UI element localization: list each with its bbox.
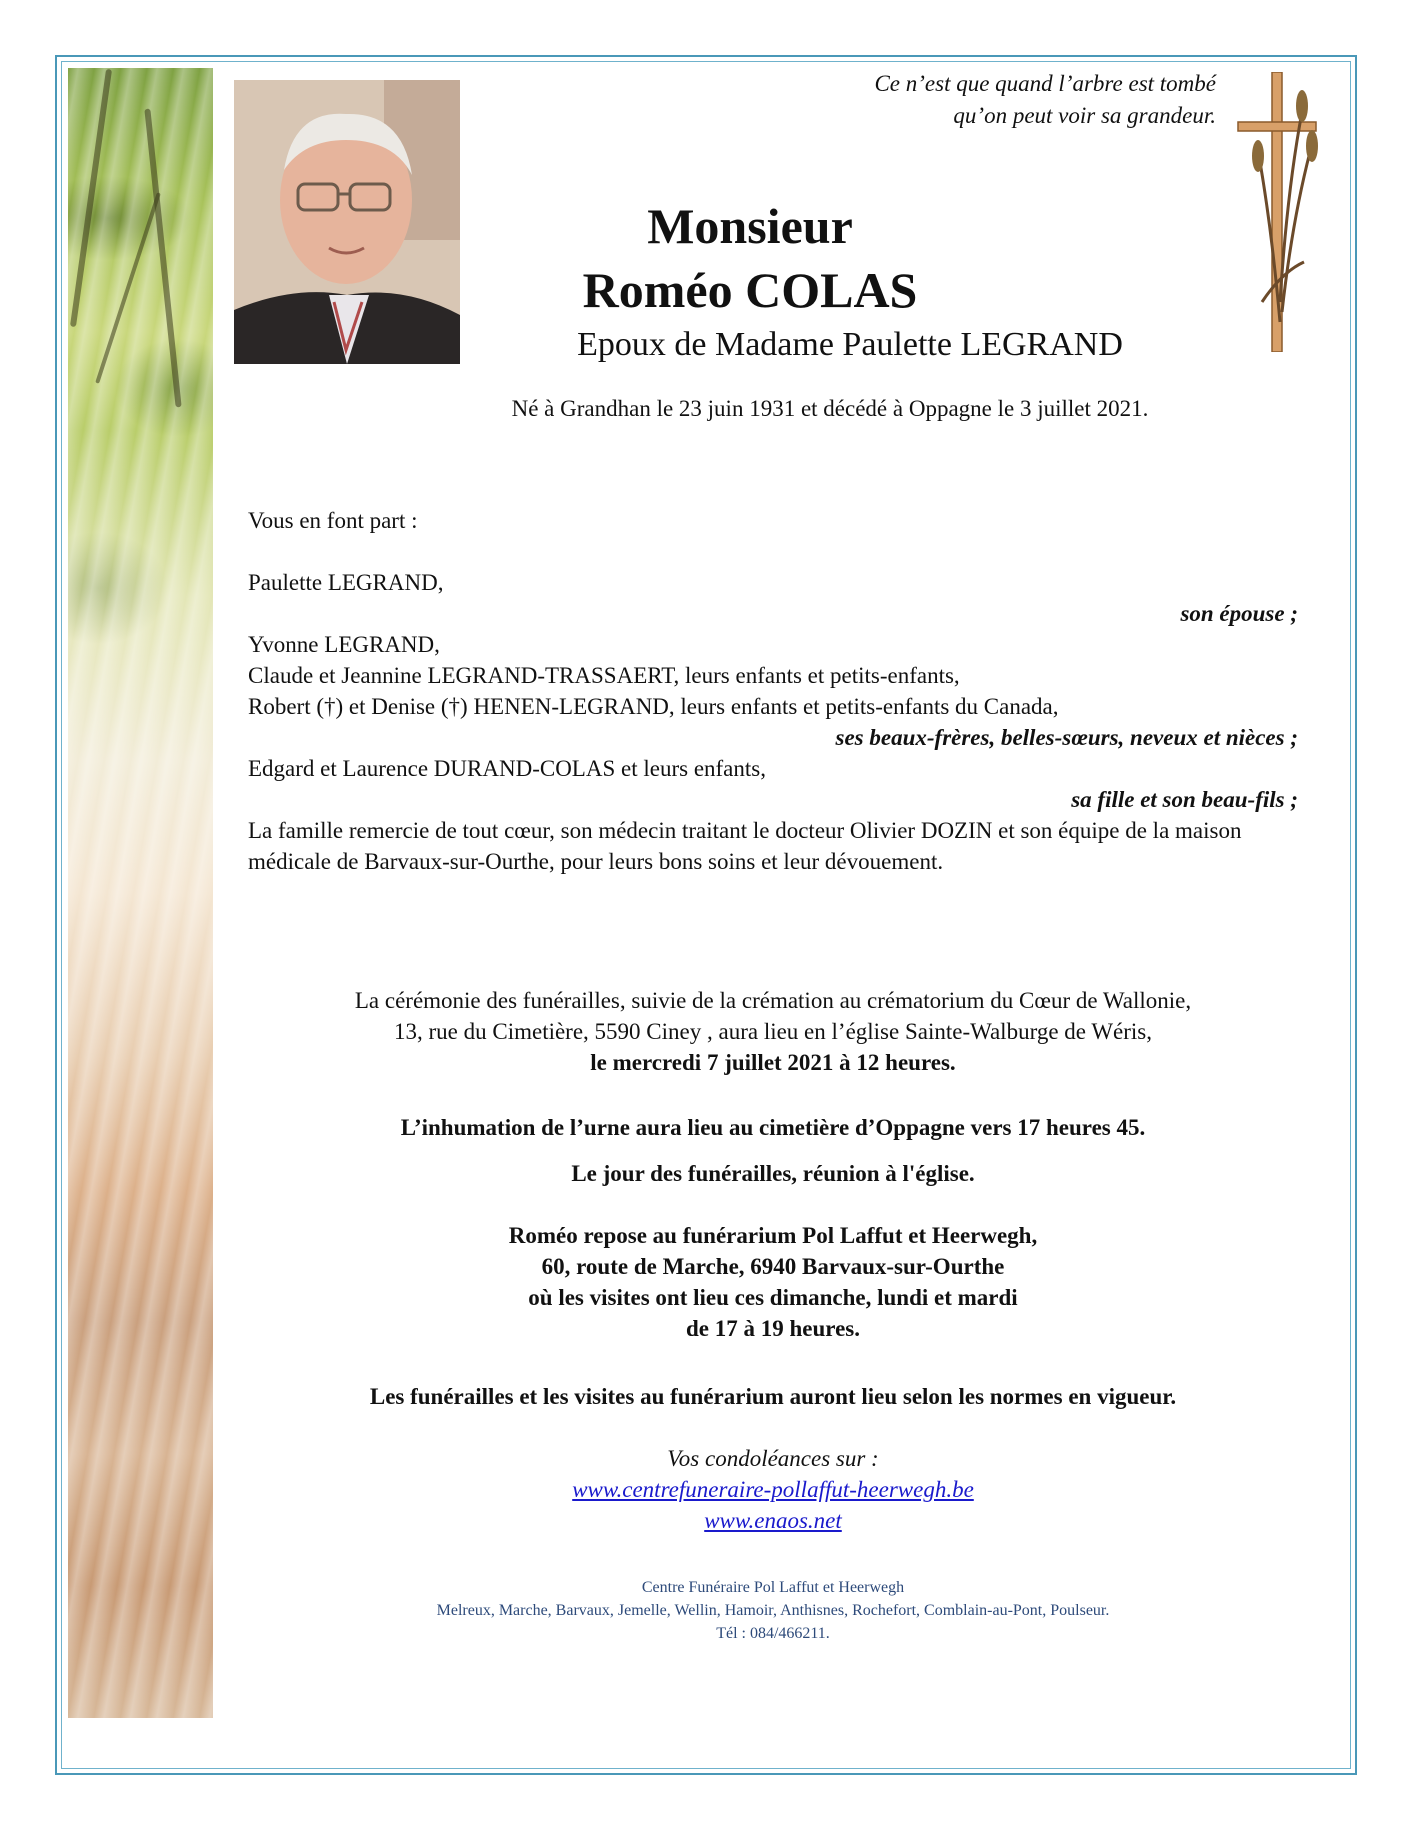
- urn-burial: L’inhumation de l’urne aura lieu au cimetière d’Oppagne vers 17 heures 45.: [400, 1115, 1146, 1140]
- norms-note: Les funérailles et les visites au funérarium auront lieu selon les normes en vigueur.: [369, 1384, 1177, 1409]
- honorific: Monsieur: [647, 198, 853, 254]
- footer-company: Centre Funéraire Pol Laffut et Heerwegh: [641, 1579, 905, 1596]
- deceased-name: Roméo COLAS: [582, 262, 918, 318]
- ceremony-line-1: La cérémonie des funérailles, suivie de la crémation au crématorium du Cœur de Wallonie,: [354, 988, 1192, 1013]
- funeral-home-info: [248, 1220, 1298, 1344]
- inlaw-line-1: Yvonne LEGRAND,: [248, 632, 440, 657]
- footer-locations: Melreux, Marche, Barvaux, Jemelle, Wellin, Hamoir, Anthisnes, Rochefort, Comblain-au-Pont, Poulseur.: [436, 1602, 1110, 1619]
- portrait-illustration: [234, 80, 460, 364]
- intro-text: Vous en font part :: [248, 508, 418, 533]
- ceremony-line-2: 13, rue du Cimetière, 5590 Ciney , aura lieu en l’église Sainte-Walburge de Wéris,: [394, 1019, 1152, 1044]
- rest-line-3: où les visites ont lieu ces dimanche, lundi et mardi: [528, 1285, 1018, 1310]
- wife-name: Paulette LEGRAND,: [248, 570, 444, 595]
- ceremony-date: le mercredi 7 juillet 2021 à 12 heures.: [590, 1050, 956, 1075]
- rest-line-2: 60, route de Marche, 6940 Barvaux-sur-Ourthe: [541, 1254, 1005, 1279]
- quote-line-2: qu’on peut voir sa grandeur.: [953, 103, 1216, 128]
- rest-line-1: Roméo repose au funérarium Pol Laffut et Heerwegh,: [508, 1223, 1038, 1248]
- rest-line-4: de 17 à 19 heures.: [686, 1316, 860, 1341]
- spouse-line: Epoux de Madame Paulette LEGRAND: [577, 326, 1123, 363]
- daughter-role: sa fille et son beau-fils ;: [1071, 787, 1298, 812]
- birth-death-dates: Né à Grandhan le 23 juin 1931 et décédé à Oppagne le 3 juillet 2021.: [511, 396, 1149, 421]
- funeral-home-footer: [248, 1576, 1298, 1645]
- condolences-label: Vos condoléances sur :: [667, 1446, 879, 1471]
- cross-with-wheat-icon: [1232, 72, 1322, 352]
- thanks-paragraph: La famille remercie de tout cœur, son médecin traitant le docteur Olivier DOZIN et son équipe de la maison médicale de Barvaux-sur-Ourthe, pour leurs bons soins et leur dévouement.: [248, 818, 1242, 874]
- sun-rays: [68, 68, 213, 1718]
- forest-path-image: [68, 68, 213, 1718]
- inlaw-role: ses beaux-frères, belles-sœurs, neveux et nièces ;: [835, 725, 1298, 750]
- quote-line-1: Ce n’est que quand l’arbre est tombé: [874, 71, 1216, 96]
- epigraph-quote: [716, 68, 1216, 132]
- meeting-note: Le jour des funérailles, réunion à l'église.: [571, 1161, 975, 1186]
- enaos-website-link[interactable]: www.enaos.net: [704, 1508, 842, 1533]
- ceremony-info: [248, 985, 1298, 1078]
- family-announcement: [248, 505, 1298, 877]
- inlaw-line-3: Robert (†) et Denise (†) HENEN-LEGRAND, leurs enfants et petits-enfants du Canada,: [248, 694, 1059, 719]
- footer-phone: Tél : 084/466211.: [716, 1625, 830, 1642]
- daughter-line: Edgard et Laurence DURAND-COLAS et leurs enfants,: [248, 756, 766, 781]
- portrait-photo: [234, 80, 460, 364]
- wife-role: son épouse ;: [1180, 601, 1298, 626]
- funeral-home-website-link[interactable]: www.centrefuneraire-pollaffut-heerwegh.be: [572, 1477, 974, 1502]
- inlaw-line-2: Claude et Jeannine LEGRAND-TRASSAERT, leurs enfants et petits-enfants,: [248, 663, 960, 688]
- condolences-block: [248, 1443, 1298, 1536]
